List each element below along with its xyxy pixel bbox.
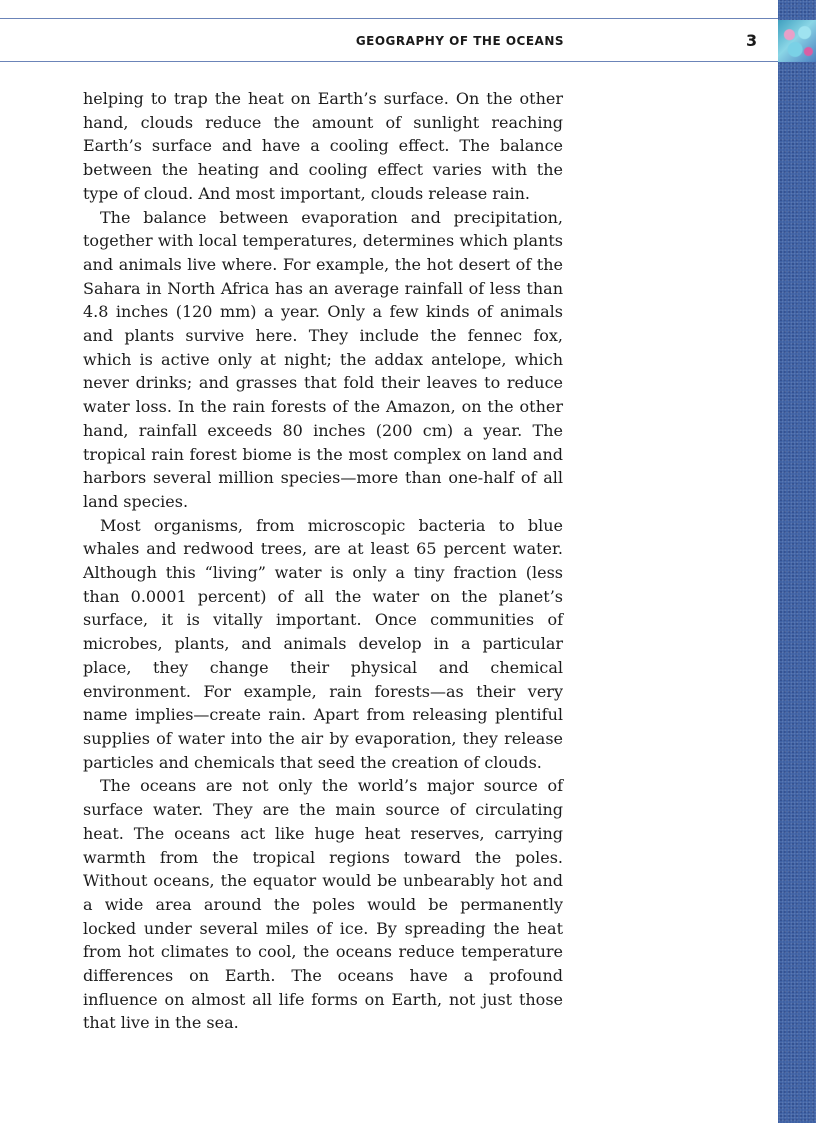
header-rule-bottom (0, 61, 778, 62)
side-strip (778, 0, 816, 1123)
running-head: GEOGRAPHY OF THE OCEANS (355, 34, 564, 48)
paragraph: The balance between evaporation and precipitation, together with local temperatures, determines which plants and animals live where. For example, the hot desert of the Sahara in North Africa has an average rainfall of less than 4.8 inches (120 mm) a year. Only a few kinds of animals and plants survive here. They include the fennec fox, which is active only at night; the addax antelope, which never drinks; and grasses that fold their leaves to reduce water loss. In the rain forests of the Amazon, on the other hand, rainfall exceeds 80 inches (200 cm) a year. The tropical rain forest biome is the most complex on land and harbors several million species—more than one-half of all land species. (83, 207, 563, 511)
ocean-thumbnail-image (778, 20, 816, 62)
paragraph: The oceans are not only the world’s major source of surface water. They are the main source of circulating heat. The oceans act like huge heat reserves, carrying warmth from the tropical regions toward the poles. Without oceans, the equator would be unbearably hot and a wide area around the poles would be permanently locked under several miles of ice. By spreading the heat from hot climates to cool, the oceans reduce temperature differences on Earth. The oceans have a profound influence on almost all life forms on Earth, not just those that live in the sea. (83, 776, 563, 1033)
paragraph: Most organisms, from microscopic bacteria to blue whales and redwood trees, are at least 65 percent water. Although this “living” water is only a tiny fraction (less than 0.0001 percent) of all the water on the planet’s surface, it is vitally important. Once communities of microbes, plants, and animals develop in a particular place, they change their physical and chemical environment. For example, rain forests—as their very name implies—create rain. Apart from releasing plentiful supplies of water into the air by evaporation, they release particles and chemicals that seed the creation of clouds. (83, 515, 563, 772)
header-rule-top (0, 18, 778, 19)
paragraph: helping to trap the heat on Earth’s surface. On the other hand, clouds reduce the amount of sunlight reaching Earth’s surface and have a cooling effect. The balance between the heating and cooling effect varies with the type of cloud. And most important, clouds release rain. (83, 89, 563, 203)
page-number: 3 (746, 31, 758, 50)
body-text (83, 87, 563, 1035)
